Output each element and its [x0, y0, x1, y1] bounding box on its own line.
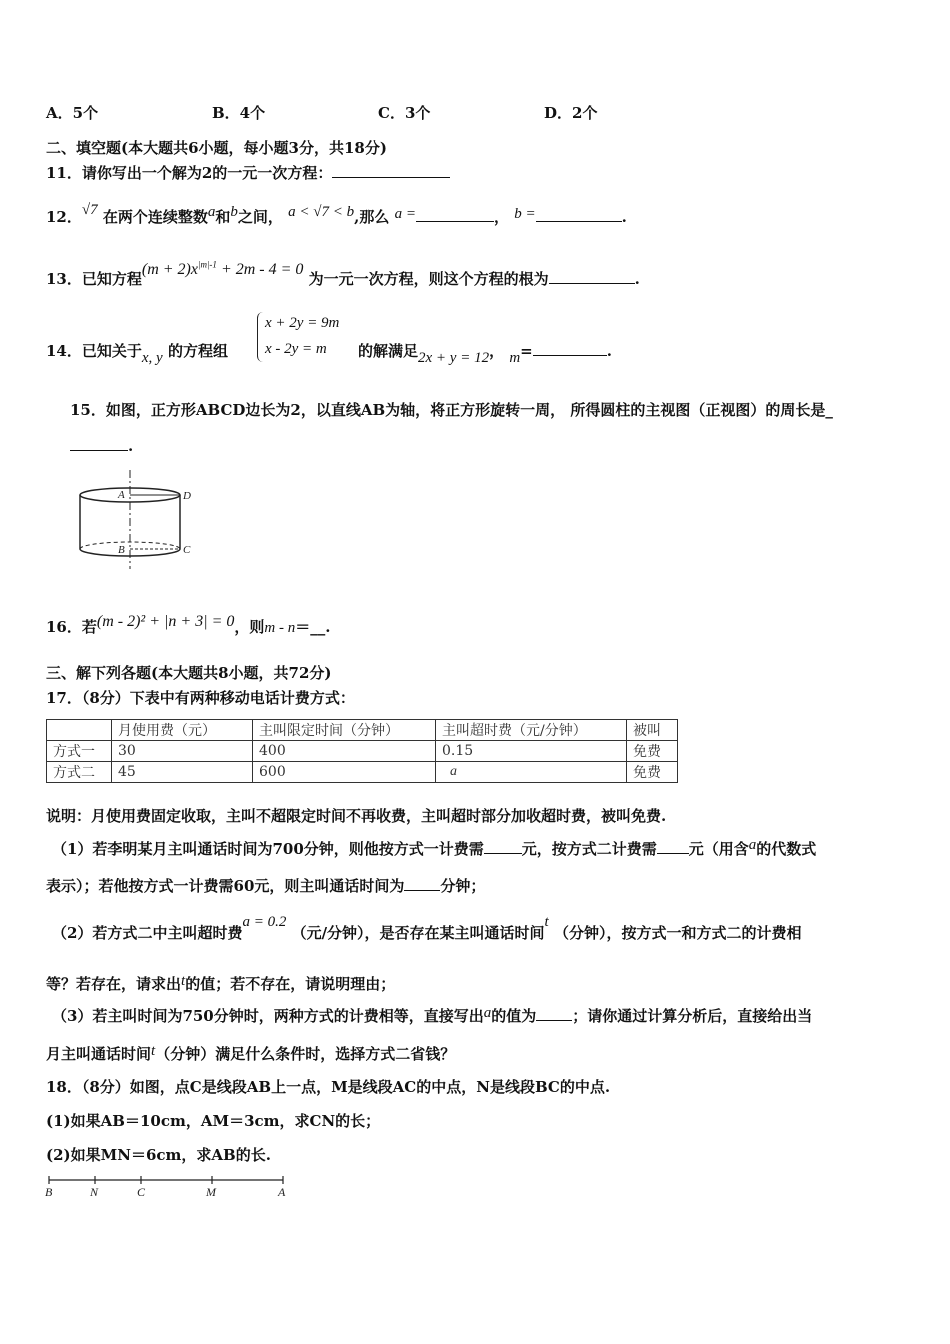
- q17-part1-line1: [52, 838, 816, 859]
- q17-blank-4[interactable]: [536, 1020, 572, 1021]
- q16-equation: (m - 2)² + |n + 3| = 0: [96, 613, 235, 630]
- segment-figure: [40, 1172, 300, 1202]
- q15-answer-line: [70, 437, 133, 455]
- q14-eq: =: [520, 342, 533, 360]
- q13-exponent: |m|-1: [197, 259, 217, 270]
- q17-2b-t2: 的值；若不存在，请说明理由；: [185, 975, 396, 993]
- label-b: B: [118, 544, 125, 556]
- table-header-cell: 被叫: [627, 720, 678, 741]
- table-header-cell: 主叫限定时间（分钟）: [253, 720, 436, 741]
- q12-sqrt: √7: [81, 202, 98, 218]
- q13-equation: [142, 261, 304, 278]
- q17-blank-2[interactable]: [657, 853, 689, 854]
- q13-end: .: [634, 270, 640, 288]
- q17-part2-line1: [52, 914, 802, 943]
- q17-1a-t3: 元（用含: [688, 840, 749, 858]
- q14-condition: 2x + y = 12: [418, 350, 490, 366]
- q17-blank-1[interactable]: [484, 853, 522, 854]
- q17-2a-t3: （分钟），按方式一和方式二的计费相: [553, 924, 802, 942]
- q12-t3: 之间，: [237, 208, 283, 226]
- table-cell: 0.15: [436, 741, 627, 762]
- q13-t1: 为一元一次方程，则这个方程的根为: [308, 270, 549, 288]
- q16-t2: ＝__.: [295, 618, 331, 636]
- table-cell: 免费: [627, 762, 678, 783]
- q14-vars: x, y: [141, 350, 163, 366]
- table-cell: 400: [253, 741, 436, 762]
- q14-comma: ，: [489, 342, 505, 360]
- label-c: C: [183, 544, 191, 556]
- q14-t2: 的解满足: [358, 342, 419, 360]
- q14-t1: 的方程组: [167, 342, 228, 360]
- q17-1a-t4: 的代数式: [756, 840, 817, 858]
- table-cell: 30: [112, 741, 253, 762]
- table-row: [47, 762, 678, 783]
- table-cell: 45: [112, 762, 253, 783]
- q12-a-eq: a =: [394, 206, 416, 222]
- q12-t4: ,那么: [354, 208, 390, 226]
- q16-num: 16．若: [46, 618, 97, 636]
- question-15: 15．如图，正方形ABCD边长为2，以直线AB为轴，将正方形旋转一周， 所得圆柱的主视图（正视图）的周长是_: [70, 401, 833, 419]
- q17-note: 说明：月使用费固定收取，主叫不超限定时间不再收费，主叫超时部分加收超时费，被叫免费.: [46, 807, 667, 825]
- label-d: D: [183, 490, 191, 502]
- q14-brace: [257, 312, 264, 362]
- q12-blank-a[interactable]: [416, 221, 494, 222]
- q14-tail: [358, 340, 612, 366]
- q12-end: .: [621, 208, 627, 226]
- question-11: [46, 162, 450, 183]
- section3-title: 三、解下列各题(本大题共8小题，共72分): [46, 664, 332, 682]
- option-c: C．3个: [378, 104, 431, 122]
- option-b: B．4个: [212, 104, 266, 122]
- table-header-cell: [47, 720, 112, 741]
- q17-3a-t1: （3）若主叫时间为750分钟时，两种方式的计费相等，直接写出: [52, 1007, 484, 1025]
- q17-1a-t1: （1）若李明某月主叫通话时间为700分钟，则他按方式一计费需: [52, 840, 484, 858]
- q17-1b-t1: 表示）；若他按方式一计费需60元，则主叫通话时间为: [46, 877, 405, 895]
- section2-title: 二、填空题(本大题共6小题，每小题3分，共18分): [46, 139, 387, 157]
- q11-blank[interactable]: [332, 177, 450, 178]
- q16-expr: m - n: [264, 620, 296, 636]
- q17-3a-t3: ；请你通过计算分析后，直接给出当: [572, 1007, 813, 1025]
- q12-inequality: a < √7 < b: [288, 204, 355, 220]
- q12-comma: ，: [493, 208, 509, 226]
- q13-num: 13．已知方程: [46, 270, 142, 288]
- q17-title: 17．（8分）下表中有两种移动电话计费方式：: [46, 689, 355, 707]
- q17-3b-t1: 月主叫通话时间: [46, 1045, 152, 1063]
- table-cell: 600: [253, 762, 436, 783]
- q18-title: 18．（8分）如图，点C是线段AB上一点，M是线段AC的中点，N是线段BC的中点.: [46, 1078, 611, 1096]
- option-a: A．5个: [46, 104, 99, 122]
- q13-eq-left: (m + 2)x: [141, 261, 198, 278]
- q14-num: 14．已知关于: [46, 342, 142, 360]
- q12-t2: 和: [215, 208, 231, 226]
- q17-part3-line1: [52, 1005, 812, 1026]
- q12-var-a: a: [207, 204, 216, 220]
- q17-1a-var-a: a: [748, 837, 757, 853]
- cylinder-figure: [70, 465, 200, 573]
- q14-end: .: [606, 342, 612, 360]
- q18-part2: (2)如果MN＝6cm，求AB的长.: [46, 1146, 271, 1164]
- q17-3a-t2: 的值为: [491, 1007, 537, 1025]
- q17-blank-3[interactable]: [404, 890, 440, 891]
- q17-1a-t2: 元，按方式二计费需: [521, 840, 657, 858]
- q17-2b-var-t: t: [181, 973, 186, 989]
- q12-t1: 在两个连续整数: [102, 208, 208, 226]
- table-cell: 免费: [627, 741, 678, 762]
- q14-blank[interactable]: [533, 355, 607, 356]
- q12-var-b: b: [230, 204, 238, 220]
- table-cell: a: [436, 762, 627, 783]
- table-cell: 方式一: [47, 741, 112, 762]
- point-label-n: N: [90, 1185, 99, 1199]
- point-label-a: A: [278, 1185, 286, 1199]
- q17-part1-line2: [46, 875, 485, 896]
- q13-eq-right: + 2m - 4 = 0: [216, 261, 304, 278]
- question-13: [46, 259, 640, 289]
- q17-1b-t2: 分钟；: [440, 877, 486, 895]
- q14-eq1: x + 2y = 9m: [265, 315, 340, 331]
- q17-2a-t1: （2）若方式二中主叫超时费: [52, 924, 243, 942]
- q17-2b-t1: 等？若存在，请求出: [46, 975, 182, 993]
- point-label-c: C: [137, 1185, 146, 1199]
- q11-text: 11．请你写出一个解为2的一元一次方程：: [46, 164, 333, 182]
- q17-2a-t2: （元/分钟），是否存在某主叫通话时间: [291, 924, 545, 942]
- q17-part2-line2: [46, 973, 395, 994]
- label-a: A: [118, 489, 125, 501]
- table-header-cell: 主叫超时费（元/分钟）: [436, 720, 627, 741]
- q12-num: 12．: [46, 208, 82, 226]
- q18-part1: (1)如果AB＝10cm，AM＝3cm，求CN的长；: [46, 1112, 381, 1130]
- q17-3b-t2: （分钟）满足什么条件时，选择方式二省钱？: [155, 1045, 456, 1063]
- q17-3b-var-t: t: [151, 1043, 156, 1059]
- q17-3a-var-a: a: [483, 1005, 492, 1021]
- q17-part3-line2: [46, 1043, 455, 1064]
- q12-blank-b[interactable]: [536, 221, 622, 222]
- table-row: [47, 741, 678, 762]
- question-16: [46, 613, 331, 637]
- q16-t1: ，则: [234, 618, 265, 636]
- question-14: [46, 340, 228, 366]
- q12-b-eq: b =: [514, 206, 536, 222]
- question-12: [46, 202, 627, 227]
- q14-m: m: [509, 350, 521, 366]
- option-d: D．2个: [544, 104, 598, 122]
- point-label-m: M: [206, 1185, 216, 1199]
- table-header-cell: 月使用费（元）: [112, 720, 253, 741]
- table-cell: 方式二: [47, 762, 112, 783]
- q14-eq2: x - 2y = m: [265, 341, 327, 357]
- table-header-row: [47, 720, 678, 741]
- point-label-b: B: [45, 1185, 53, 1199]
- q13-blank[interactable]: [549, 283, 635, 284]
- q17-2a-var-t: t: [544, 914, 549, 930]
- q17-2a-eq: a = 0.2: [242, 914, 287, 930]
- q15-end: .: [128, 437, 134, 455]
- q15-blank[interactable]: [70, 450, 128, 451]
- fee-table: [46, 719, 678, 783]
